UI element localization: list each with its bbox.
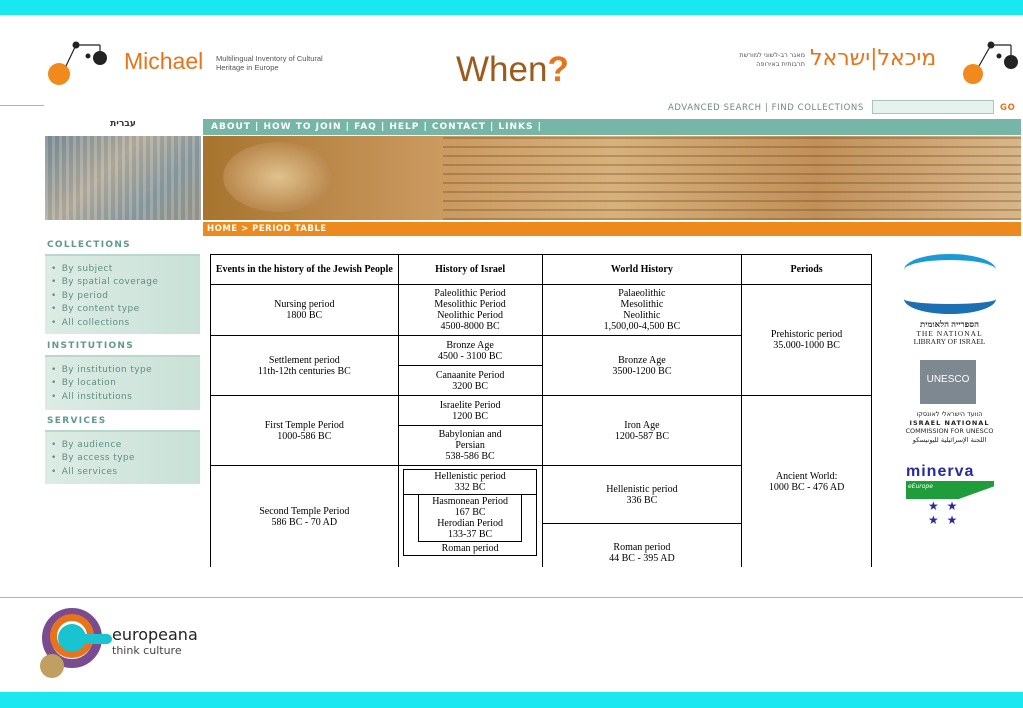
services-by-access-type[interactable]: • By access type: [45, 453, 200, 466]
babylonian-persian-date: 538-586 BC: [445, 451, 495, 462]
institutions-by-location[interactable]: • By location: [45, 378, 200, 391]
michael-israel-brand-text: מיכאל|ישראל: [810, 46, 937, 71]
bottom-cyan-stripe: [0, 692, 1023, 708]
unesco-commission-logo[interactable]: [902, 360, 997, 450]
minerva-word: minerva: [906, 463, 975, 480]
advanced-search-links[interactable]: ADVANCED SEARCH | FIND COLLECTIONS: [668, 103, 864, 113]
world-roman-date: 44 BC - 395 AD: [609, 553, 675, 564]
israel-paleolithic: Paleolithic Period: [434, 288, 506, 299]
michael-israel-subtitle: מאגר רב-לשוני למורשת תרבותית באירופה: [739, 51, 805, 68]
europeana-mosaic-icon: [40, 606, 106, 682]
go-button[interactable]: GO: [1000, 103, 1016, 113]
hasmonean-name: Hasmonean Period: [432, 496, 509, 507]
world-bronze-age-date: 3500-1200 BC: [612, 365, 672, 377]
footer-rule: [0, 597, 1023, 598]
breadcrumb-text[interactable]: HOME > PERIOD TABLE: [207, 224, 327, 234]
israel-hellenistic-date: 332 BC: [454, 482, 486, 493]
world-hellenistic-date: 336 BC: [626, 494, 658, 506]
israel-bronze-age-name: Bronze Age: [446, 339, 494, 351]
collections-by-period[interactable]: • By period: [45, 291, 200, 304]
israelite-period-date: 1200 BC: [452, 410, 489, 422]
cell-world-stone-age: [542, 285, 742, 336]
world-stone-age-date: 1,500,00-4,500 BC: [603, 321, 681, 332]
unesco-english-line1: ISRAEL NATIONAL: [909, 419, 990, 427]
michael-figure-icon: [46, 36, 118, 94]
header-jewish-events: Events in the history of the Jewish People: [211, 255, 399, 285]
cell-nursing-period: [211, 285, 399, 336]
world-hellenistic: [543, 466, 742, 524]
michael-logo[interactable]: [46, 36, 346, 94]
israel-hellenistic-name: Hellenistic period: [434, 471, 506, 482]
nli-english-line2: LIBRARY OF ISRAEL: [913, 337, 986, 346]
left-rule: [0, 105, 44, 106]
europeana-logo[interactable]: [40, 606, 210, 686]
header-history-of-israel: History of Israel: [398, 255, 542, 285]
national-library-logo[interactable]: [902, 254, 997, 346]
menorah-relief: [223, 142, 333, 212]
cell-prehistoric-period: [742, 285, 872, 396]
nli-english-line1: THE NATIONAL: [916, 329, 983, 338]
hellenistic-subperiod: [404, 470, 536, 495]
herodian-date: 133-37 BC: [448, 529, 493, 540]
israel-roman-name: Roman period: [441, 543, 499, 554]
nursing-period-name: Nursing period: [274, 299, 335, 310]
minerva-sub: eEurope: [908, 483, 933, 490]
services-all[interactable]: • All services: [45, 467, 200, 480]
collections-list: [45, 254, 200, 334]
cell-world-iron-age: [542, 396, 742, 466]
cell-world-bronze-age: [542, 336, 742, 396]
world-hellenistic-name: Hellenistic period: [606, 483, 678, 495]
canaanite-period-date: 3200 BC: [452, 380, 489, 392]
persian-name: Persian: [455, 440, 485, 451]
settlement-period-date: 11th-12th centuries BC: [257, 365, 351, 377]
collections-by-spatial-coverage[interactable]: • By spatial coverage: [45, 277, 200, 290]
hebrew-language-link[interactable]: עברית: [110, 119, 136, 129]
slide-title-word: When: [456, 50, 548, 89]
first-temple-period-date: 1000-586 BC: [277, 430, 332, 442]
top-menu: [203, 119, 1021, 135]
top-cyan-stripe: [0, 0, 1023, 15]
babylonian-name: Babylonian and: [438, 429, 502, 440]
michael-israel-figure-icon: [961, 38, 1021, 88]
nested-period-table: [403, 469, 537, 556]
cell-israel-second-temple-subperiods: [398, 466, 542, 568]
cell-settlement-period: [211, 336, 399, 396]
prehistoric-period-date: 35.000-1000 BC: [773, 340, 840, 351]
slide-title: [456, 50, 569, 90]
services-by-audience[interactable]: • By audience: [45, 440, 200, 453]
unesco-temple-icon: [920, 360, 976, 404]
israel-neolithic: Neolithic Period: [437, 310, 504, 321]
israel-mesolithic: Mesolithic Period: [434, 299, 506, 310]
world-neolithic: Neolithic: [623, 310, 661, 321]
second-temple-period-name: Second Temple Period: [259, 506, 350, 517]
herodian-name: Herodian Period: [437, 518, 504, 529]
collections-heading: COLLECTIONS: [47, 240, 131, 250]
search-input[interactable]: [872, 100, 994, 114]
world-roman-name: Roman period: [613, 542, 671, 553]
israelite-period-name: Israelite Period: [439, 399, 501, 411]
prehistoric-period-name: Prehistoric period: [770, 329, 843, 340]
ancient-world-date: 1000 BC - 476 AD: [768, 482, 845, 493]
manuscript-banner-image: [203, 136, 1021, 220]
nli-hebrew-name: הספרייה הלאומית: [920, 319, 979, 329]
collections-by-subject[interactable]: • By subject: [45, 264, 200, 277]
unesco-arabic-name: اللجنة الإسرائيلية لليونيسكو: [912, 436, 987, 444]
michael-subtitle: Multilingual Inventory of Cultural Heritage in Europe: [216, 54, 323, 72]
top-menu-links[interactable]: ABOUT | HOW TO JOIN | FAQ | HELP | CONTACT | LINKS |: [211, 122, 542, 132]
europeana-name: europeana: [112, 625, 198, 644]
breadcrumb: [203, 222, 1021, 236]
services-heading: SERVICES: [47, 416, 107, 426]
israel-bronze-age-date: 4500 - 3100 BC: [438, 350, 503, 362]
slide-title-mark: ?: [547, 50, 569, 89]
cell-canaanite-period: [398, 366, 542, 396]
minerva-flag-icon: [906, 481, 994, 527]
cell-second-temple-period: [211, 466, 399, 568]
cell-world-late-periods: [542, 466, 742, 568]
eu-stars-icon: ★ ★ ★ ★: [928, 499, 960, 527]
settlement-period-name: Settlement period: [268, 354, 340, 366]
hasmonean-herodian-subperiod: [418, 495, 522, 542]
roman-subperiod: [404, 542, 536, 555]
second-temple-period-date: 586 BC - 70 AD: [271, 517, 338, 528]
header-world-history: World History: [542, 255, 742, 285]
unesco-english-line2: COMMISSION FOR UNESCO: [905, 427, 994, 435]
hasmonean-date: 167 BC: [454, 507, 486, 518]
world-roman: [543, 524, 742, 567]
services-list: [45, 430, 200, 484]
canaanite-period-name: Canaanite Period: [435, 369, 505, 381]
world-iron-age-date: 1200-587 BC: [614, 430, 669, 442]
header-periods: Periods: [742, 255, 872, 285]
israel-stone-age-date: 4500-8000 BC: [440, 321, 500, 332]
institutions-heading: INSTITUTIONS: [47, 341, 135, 351]
cell-ancient-world: [742, 396, 872, 568]
cell-first-temple-period: [211, 396, 399, 466]
cell-israel-bronze-age: [398, 336, 542, 366]
world-iron-age-name: Iron Age: [624, 419, 660, 431]
world-mesolithic: Mesolithic: [620, 299, 664, 310]
michael-israel-logo[interactable]: [715, 38, 1021, 88]
collections-by-content-type[interactable]: • By content type: [45, 304, 200, 317]
nursing-period-date: 1800 BC: [286, 310, 323, 321]
michael-brand-text: Michael: [124, 48, 204, 74]
minerva-logo[interactable]: [902, 463, 997, 527]
ancient-world-name: Ancient World:: [775, 471, 838, 482]
unesco-hebrew-name: הוועד הישראלי לאונסקו: [916, 410, 983, 418]
hebrew-script-texture: [443, 136, 1021, 220]
cell-babylonian-persian: [398, 426, 542, 466]
institutions-all[interactable]: • All institutions: [45, 392, 200, 405]
cell-israelite-period: [398, 396, 542, 426]
period-table: [210, 254, 872, 567]
jerusalem-banner-image: [45, 136, 201, 220]
cell-israel-stone-age: [398, 285, 542, 336]
first-temple-period-name: First Temple Period: [264, 419, 344, 431]
advanced-search-row: [650, 100, 1022, 116]
institutions-list: [45, 355, 200, 410]
book-arc-top-icon: [904, 254, 996, 286]
collections-all[interactable]: • All collections: [45, 318, 200, 331]
world-bronze-age-name: Bronze Age: [618, 354, 666, 366]
unesco-mark-text: UNESCO: [926, 374, 970, 385]
europeana-tagline: think culture: [112, 644, 182, 657]
book-arc-bottom-icon: [904, 284, 996, 314]
institutions-by-type[interactable]: • By institution type: [45, 365, 200, 378]
world-palaeolithic: Palaeolithic: [618, 288, 666, 299]
